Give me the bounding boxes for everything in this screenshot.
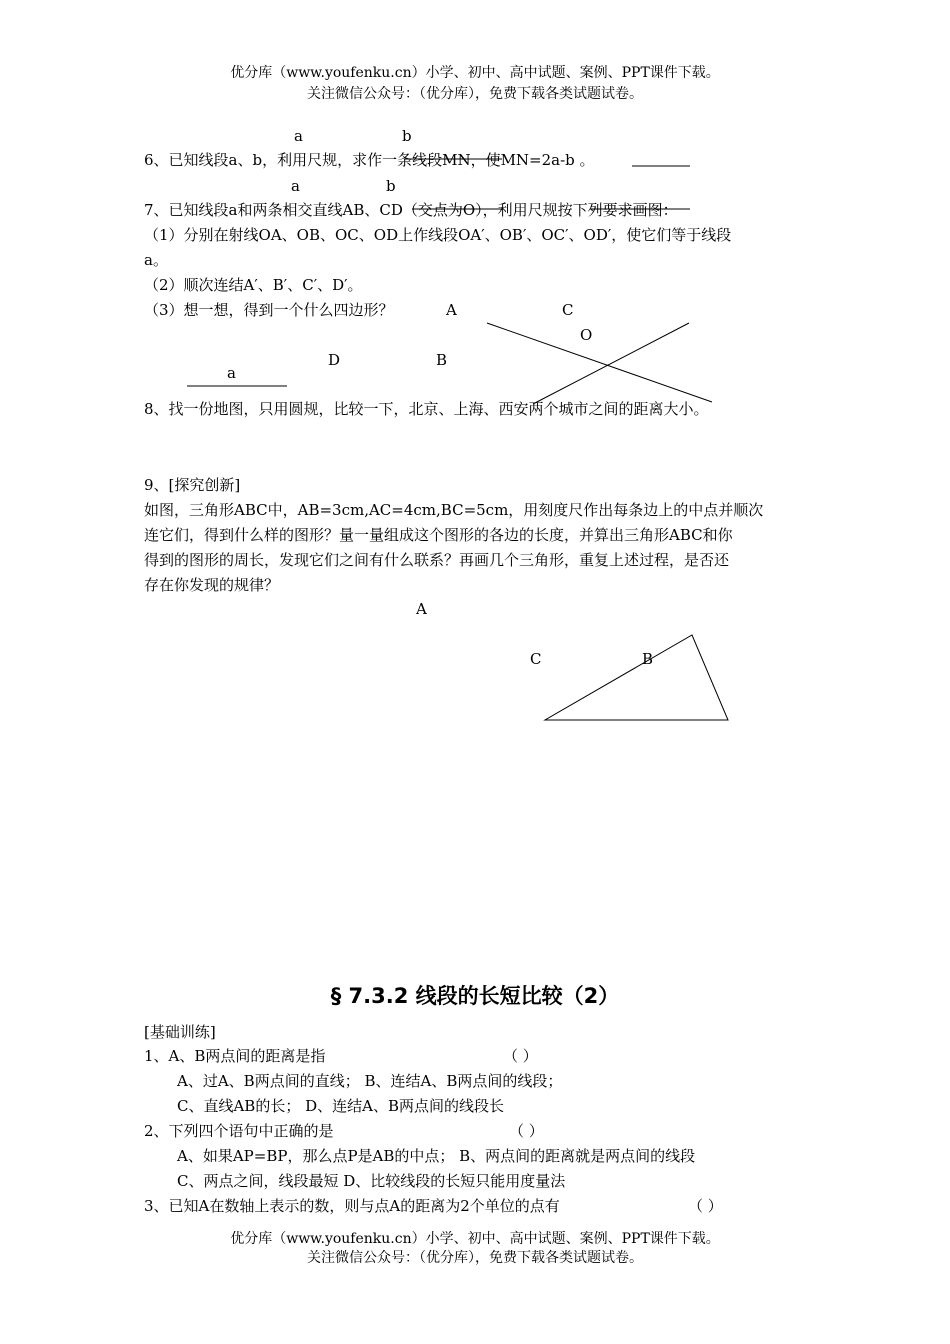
q9-triangle [545, 635, 728, 720]
basic-training-heading: [基础训练] [144, 1023, 216, 1041]
q7-step3: （3）想一想，得到一个什么四边形？ [144, 301, 394, 319]
q9-fig-label-C: C [530, 650, 542, 668]
footer-line-2: 关注微信公众号：（优分库），免费下载各类试题试卷。 [307, 1250, 643, 1266]
q7-fig-label-C: C [562, 301, 574, 319]
s-q1-options-1: A、过A、B两点间的直线； B、连结A、B两点间的线段； [177, 1072, 563, 1090]
q7-line-AB [487, 323, 712, 402]
header-line-1: 优分库（www.youfenku.cn）小学、初中、高中试题、案例、PPT课件下载。 [230, 65, 720, 81]
footer-line-1: 优分库（www.youfenku.cn）小学、初中、高中试题、案例、PPT课件下载。 [230, 1231, 720, 1247]
q7-fig-label-O: O [580, 326, 593, 344]
s-q2-options-2: C、两点之间，线段最短 D、比较线段的长短只能用度量法 [177, 1172, 566, 1190]
header-line-2: 关注微信公众号：（优分库），免费下载各类试题试卷。 [307, 86, 643, 102]
q9-line-3: 得到的图形的周长，发现它们之间有什么联系？再画几个三角形，重复上述过程，是否还 [144, 551, 730, 569]
q7-fig-label-a: a [227, 364, 236, 382]
q9-line-2: 连它们，得到什么样的图形？量一量组成这个图形的各边的长度，并算出三角形ABC和你 [144, 526, 733, 544]
q7-step1-line2: a。 [144, 251, 168, 269]
q7-step1-line1: （1）分别在射线OA、OB、OC、OD上作线段OA′、OB′、OC′、OD′，使它们等于线段 [144, 226, 732, 244]
s-q3-answer-paren: （ ） [688, 1197, 723, 1215]
q9-line-4: 存在你发现的规律？ [144, 576, 280, 594]
q6-label-a: a [294, 127, 303, 145]
s-q2-options-1: A、如果AP=BP，那么点P是AB的中点； B、两点间的距离就是两点间的线段 [177, 1147, 696, 1165]
q7-line-CD [533, 323, 689, 404]
q8-text: 8、找一份地图，只用圆规，比较一下，北京、上海、西安两个城市之间的距离大小。 [144, 400, 709, 418]
q7-label-b: b [386, 177, 396, 195]
section-title: § 7.3.2 线段的长短比较（2） [330, 984, 620, 1008]
q6-text: 6、已知线段a、b，利用尺规，求作一条线段MN，使MN=2a-b 。 [144, 151, 595, 169]
s-q2-answer-paren: （ ） [509, 1122, 544, 1140]
q7-fig-label-D: D [328, 351, 341, 369]
q7-fig-label-B: B [436, 351, 448, 369]
q9-heading: 9、[探究创新] [144, 476, 241, 494]
q6-label-b: b [402, 127, 412, 145]
q7-fig-label-A: A [446, 301, 457, 319]
q9-fig-label-A: A [416, 600, 427, 618]
q7-label-a: a [291, 177, 300, 195]
s-q1-options-2: C、直线AB的长； D、连结A、B两点间的线段长 [177, 1097, 504, 1115]
s-q1-answer-paren: （ ） [503, 1047, 538, 1065]
q7-text: 7、已知线段a和两条相交直线AB、CD（交点为O），利用尺规按下列要求画图： [144, 201, 678, 219]
q9-line-1: 如图，三角形ABC中，AB=3cm,AC=4cm,BC=5cm，用刻度尺作出每条边上的中点并顺次 [144, 501, 764, 519]
s-q1-stem: 1、A、B两点间的距离是指 [144, 1047, 326, 1065]
q9-fig-label-B: B [642, 650, 654, 668]
s-q2-stem: 2、下列四个语句中正确的是 [144, 1122, 334, 1140]
q7-step2: （2）顺次连结A′、B′、C′、D′。 [144, 276, 363, 294]
s-q3-stem: 3、已知A在数轴上表示的数，则与点A的距离为2个单位的点有 [144, 1197, 560, 1215]
